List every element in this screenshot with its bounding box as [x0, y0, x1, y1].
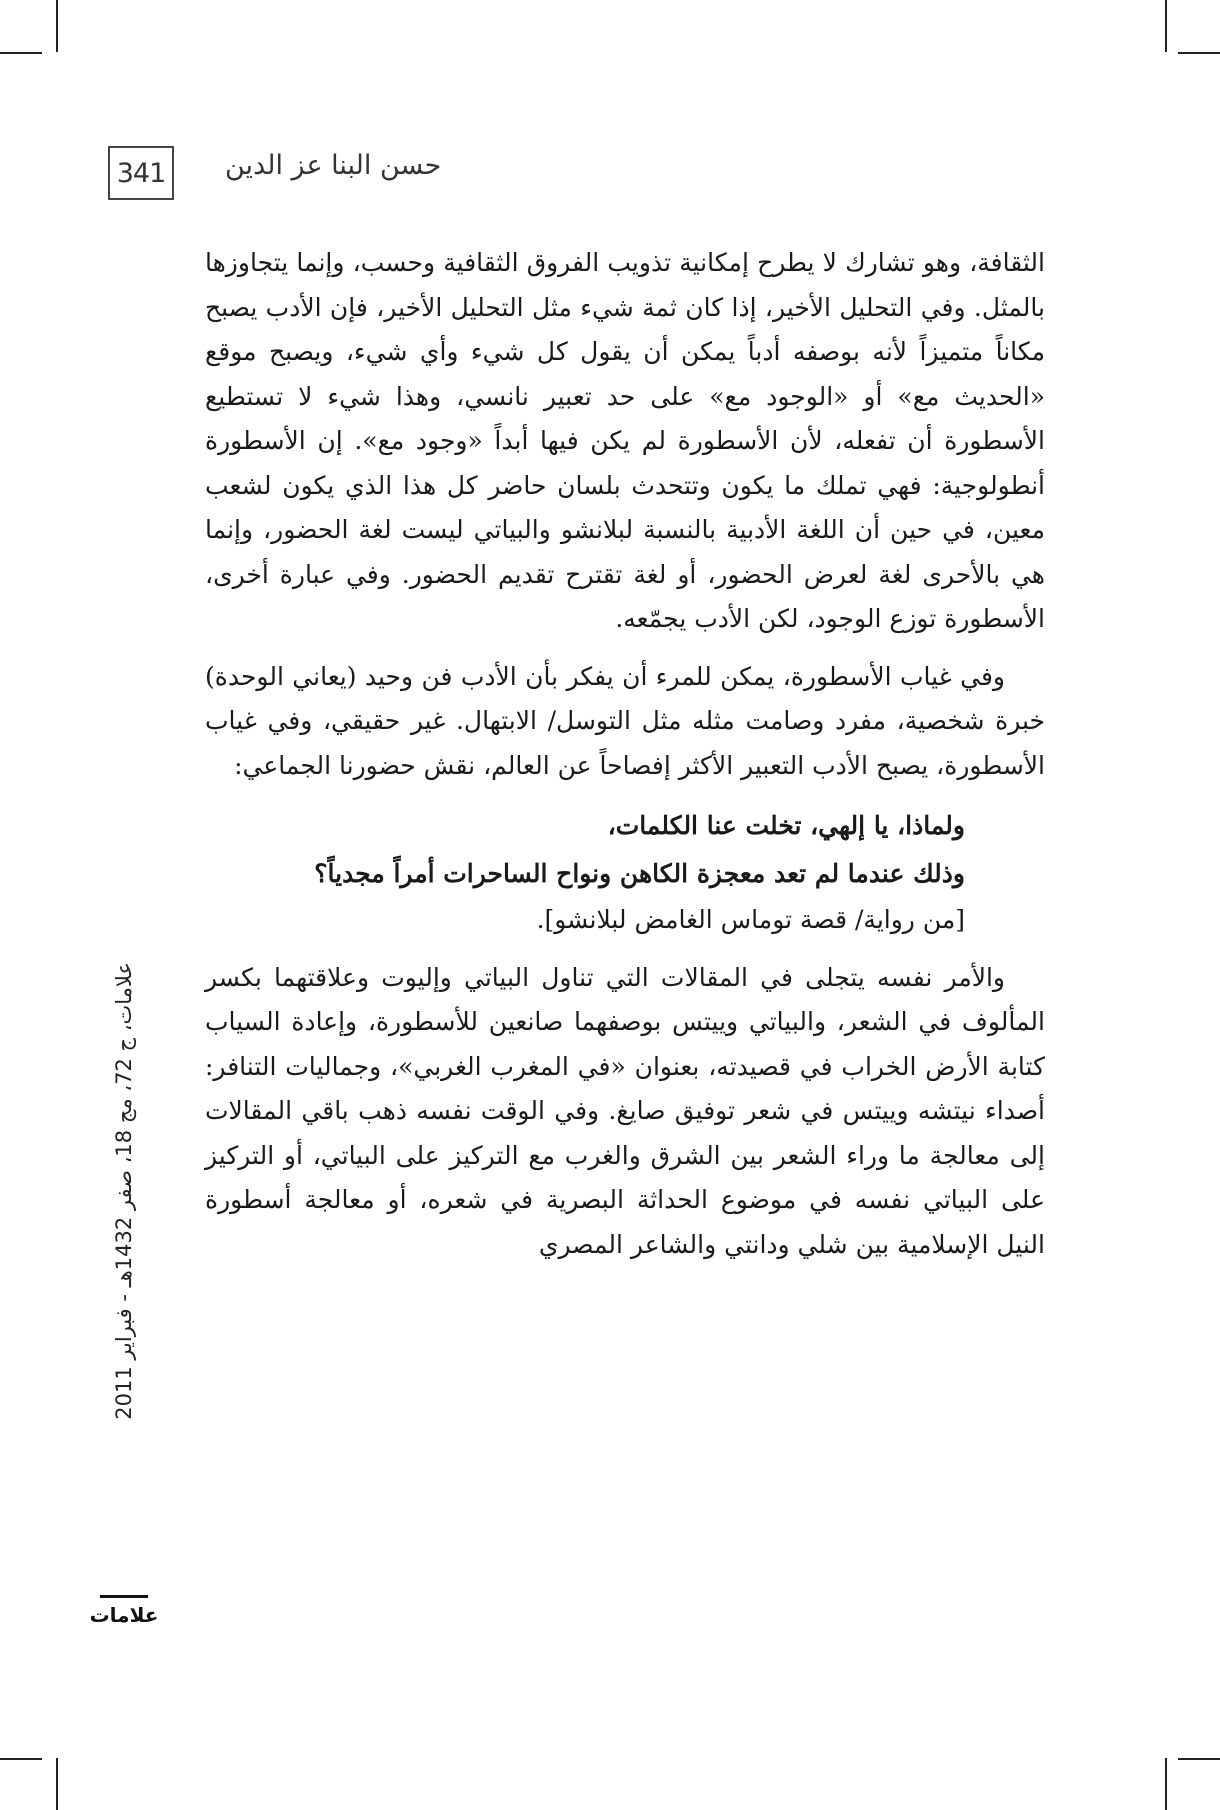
journal-info: علامات، ج 72، مج 18، صفر 1432هـ - فبراير 2011 [112, 962, 136, 1420]
crop-mark [1178, 1758, 1220, 1760]
crop-mark [1165, 1758, 1167, 1810]
citation: [من رواية/ قصة توماس الغامض لبلانشو]. [536, 905, 965, 934]
running-head-author: حسن البنا عز الدين [225, 150, 442, 181]
journal-info-vertical [107, 962, 141, 1562]
crop-mark [0, 1758, 42, 1760]
paragraph: الثقافة، وهو تشارك لا يطرح إمكانية تذويب الفروق الثقافية وحسب، وإنما يتجاوزها بالمثل. وفي التحليل الأخير، إذا كان ثمة شيء مثل التحليل الأخير، فإن الأدب يصبح مكاناً متميزاً لأنه بوصفه أدباً يمكن أن يقول كل شيء وأي شيء، ويصبح موقع «الحديث مع» أو «الوجود مع» على حد تعبير نانسي، وهذا شيء لا تستطيع الأسطورة أن تفعله، لأن الأسطورة لم يكن فيها أبداً «وجود مع». إن الأسطورة أنطولوجية: فهي تملك ما يكون وتتحدث بلسان حاضر كل هذا الذي يكون لشعب معين، في حين أن اللغة الأدبية بالنسبة لبلانشو والبياتي ليست لغة الحضور، وإنما هي بالأحرى لغة لعرض الحضور، أو لغة تقترح تقديم الحضور. وفي عبارة أخرى، الأسطورة توزع الوجود، لكن الأدب يجمّعه. [205, 248, 1045, 633]
poem-line: ولماذا، يا إلهي، تخلت عنا الكلمات، [607, 811, 965, 840]
paragraph: وفي غياب الأسطورة، يمكن للمرء أن يفكر بأن الأدب فن وحيد (يعاني الوحدة) خبرة شخصية، مفرد وصامت مثله مثل التوسل/ الابتهال. غير حقيقي، وفي غياب الأسطورة، يصبح الأدب التعبير الأكثر إفصاحاً عن العالم، نقش حضورنا الجماعي: [205, 661, 1045, 780]
crop-mark [1165, 0, 1167, 52]
crop-mark [0, 52, 42, 54]
page-number: 341 [108, 146, 174, 200]
body-text [205, 241, 1045, 1267]
crop-mark [1178, 52, 1220, 54]
crop-mark [56, 0, 58, 52]
paragraph: والأمر نفسه يتجلى في المقالات التي تناول البياتي وإليوت وعلاقتهما بكسر المألوف في الشعر، والبياتي وييتس بوصفهما صانعين للأسطورة، وإعادة السياب كتابة الأرض الخراب في قصيدته، بعنوان «في المغرب الغربي»، وجماليات التنافر: أصداء نيتشه وييتس في شعر توفيق صايغ. وفي الوقت نفسه ذهب باقي المقالات إلى معالجة ما وراء الشعر بين الشرق والغرب مع التركيز على البياتي، أو التركيز على البياتي نفسه في موضوع الحداثة البصرية في شعره، أو معالجة أسطورة النيل الإسلامية بين شلي ودانتي والشاعر المصري [205, 962, 1045, 1259]
crop-mark [56, 1758, 58, 1810]
poem-quote [205, 802, 1045, 898]
poem-line: وذلك عندما لم تعد معجزة الكاهن ونواح الساحرات أمراً مجدياً؟ [314, 859, 965, 888]
journal-logo: علامات [100, 1595, 148, 1632]
